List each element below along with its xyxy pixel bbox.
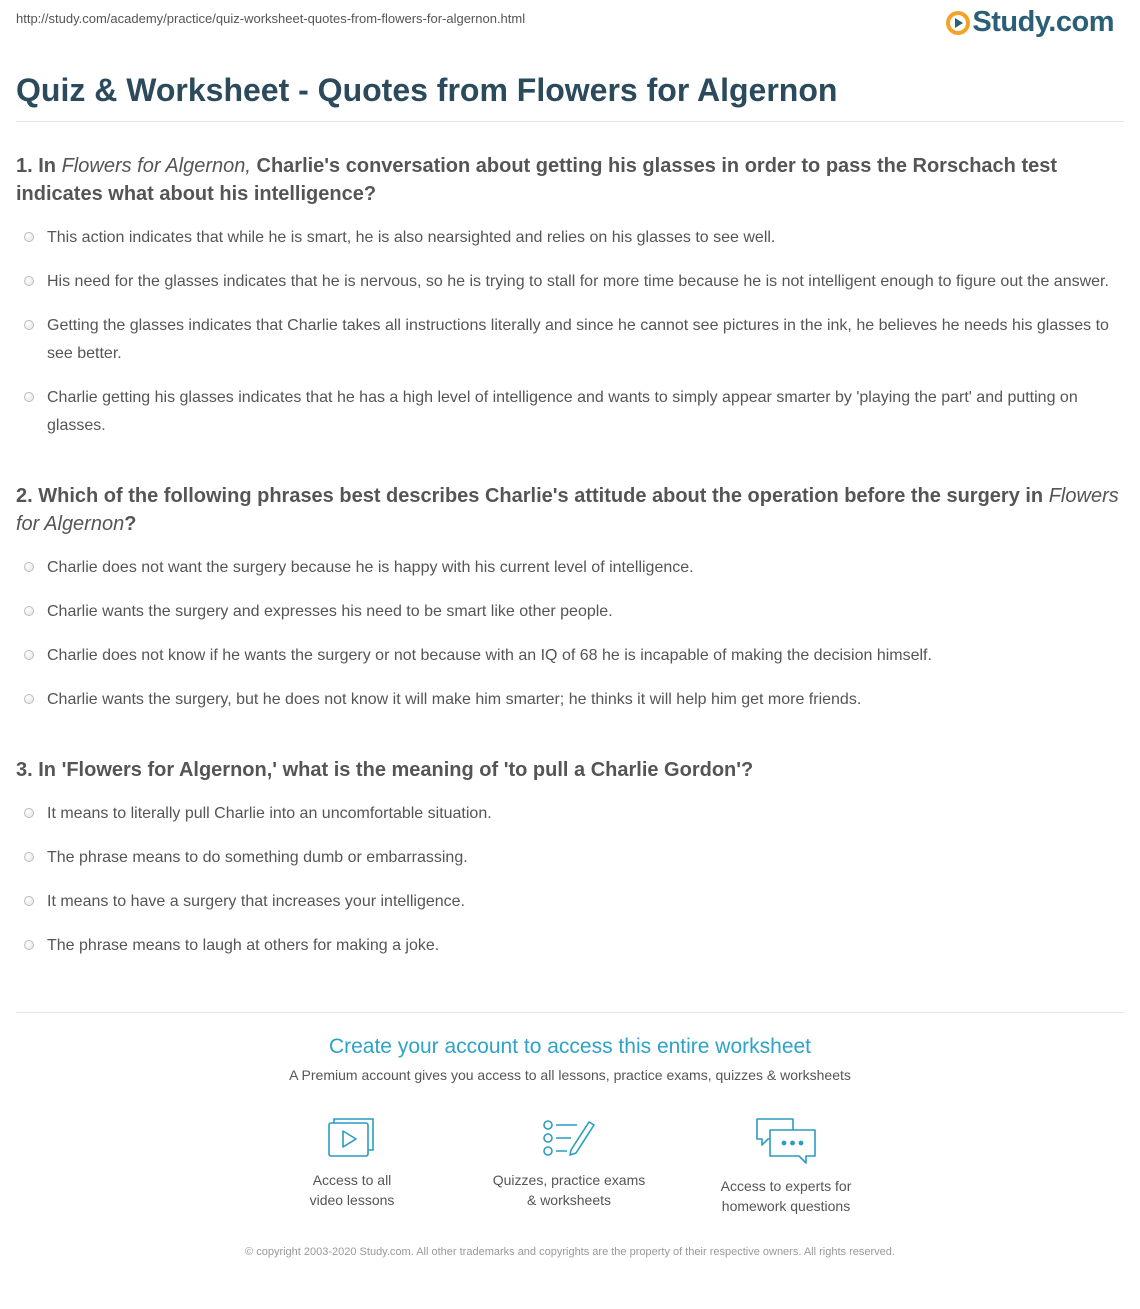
question-2-text: 2. Which of the following phrases best describes Charlie's attitude about the operation before the surgery in Flowers for Algernon? (16, 485, 1119, 535)
cta-divider (16, 1012, 1124, 1013)
cta-subtitle: A Premium account gives you access to all lessons, practice exams, quizzes & worksheets (289, 1067, 851, 1083)
feature-quizzes (469, 1116, 669, 1210)
feature-video-lessons (252, 1116, 452, 1210)
feature-video-lessons-label: Access to all video lessons (309, 1172, 395, 1208)
radio-button-icon[interactable] (24, 808, 34, 818)
radio-button-icon[interactable] (24, 606, 34, 616)
radio-button-icon[interactable] (24, 320, 34, 330)
video-lessons-icon (326, 1116, 378, 1160)
radio-button-icon[interactable] (24, 852, 34, 862)
logo-text: Study.com (972, 6, 1114, 38)
answer-option[interactable]: Charlie does not want the surgery because he is happy with his current level of intelligence. (16, 554, 1126, 582)
page-url: http://study.com/academy/practice/quiz-worksheet-quotes-from-flowers-for-algernon.html (16, 11, 526, 26)
radio-button-icon[interactable] (24, 232, 34, 242)
answer-option[interactable]: Charlie getting his glasses indicates that he has a high level of intelligence and wants to simply appear smarter by 'playing the part' and putting on glasses. (16, 384, 1126, 440)
question-1-text: 1. In Flowers for Algernon, Charlie's conversation about getting his glasses in order to pass the Rorschach test indicates what about his intelligence? (16, 155, 1058, 205)
question-3-text: 3. In 'Flowers for Algernon,' what is the meaning of 'to pull a Charlie Gordon'? (16, 759, 754, 781)
radio-button-icon[interactable] (24, 392, 34, 402)
feature-experts (686, 1116, 886, 1216)
radio-button-icon[interactable] (24, 940, 34, 950)
radio-button-icon[interactable] (24, 650, 34, 660)
feature-experts-label: Access to experts for homework questions (720, 1178, 852, 1214)
answer-option[interactable]: The phrase means to laugh at others for making a joke. (16, 932, 1126, 960)
chat-bubbles-icon (754, 1116, 818, 1166)
title-divider (16, 121, 1124, 122)
answer-option[interactable]: Charlie wants the surgery and expresses his need to be smart like other people. (16, 598, 1126, 626)
radio-button-icon[interactable] (24, 896, 34, 906)
question-1-answers (16, 224, 1126, 440)
copyright-footer: © copyright 2003-2020 Study.com. All other trademarks and copyrights are the property of their respective owners. All rights reserved. (245, 1246, 895, 1258)
answer-option[interactable]: Charlie wants the surgery, but he does not know it will make him smarter; he thinks it will help him get more friends. (16, 686, 1126, 714)
question-2-answers (16, 554, 1126, 714)
question-3-answers (16, 800, 1126, 960)
page-title: Quiz & Worksheet - Quotes from Flowers for Algernon (16, 72, 838, 108)
answer-option[interactable]: It means to have a surgery that increases your intelligence. (16, 888, 1126, 916)
answer-option[interactable]: Charlie does not know if he wants the surgery or not because with an IQ of 68 he is incapable of making the decision himself. (16, 642, 1126, 670)
feature-quizzes-label: Quizzes, practice exams & worksheets (492, 1172, 646, 1208)
play-logo-icon (946, 11, 970, 35)
cta-title[interactable]: Create your account to access this entire worksheet (328, 1035, 812, 1058)
study-logo[interactable] (946, 6, 1114, 39)
answer-option[interactable]: The phrase means to do something dumb or embarrassing. (16, 844, 1126, 872)
radio-button-icon[interactable] (24, 694, 34, 704)
answer-option[interactable]: Getting the glasses indicates that Charlie takes all instructions literally and since he cannot see pictures in the ink, he believes he needs his glasses to see better. (16, 312, 1126, 368)
answer-option[interactable]: It means to literally pull Charlie into an uncomfortable situation. (16, 800, 1126, 828)
question-list (16, 152, 1126, 960)
quiz-checklist-icon (541, 1116, 597, 1160)
question-2 (16, 482, 1126, 714)
answer-option[interactable]: His need for the glasses indicates that he is nervous, so he is trying to stall for more time because he is not intelligent enough to figure out the answer. (16, 268, 1126, 296)
question-3 (16, 756, 1126, 960)
premium-cta (0, 1033, 1140, 1083)
question-1 (16, 152, 1126, 440)
radio-button-icon[interactable] (24, 276, 34, 286)
radio-button-icon[interactable] (24, 562, 34, 572)
answer-option[interactable]: This action indicates that while he is smart, he is also nearsighted and relies on his glasses to see well. (16, 224, 1126, 252)
